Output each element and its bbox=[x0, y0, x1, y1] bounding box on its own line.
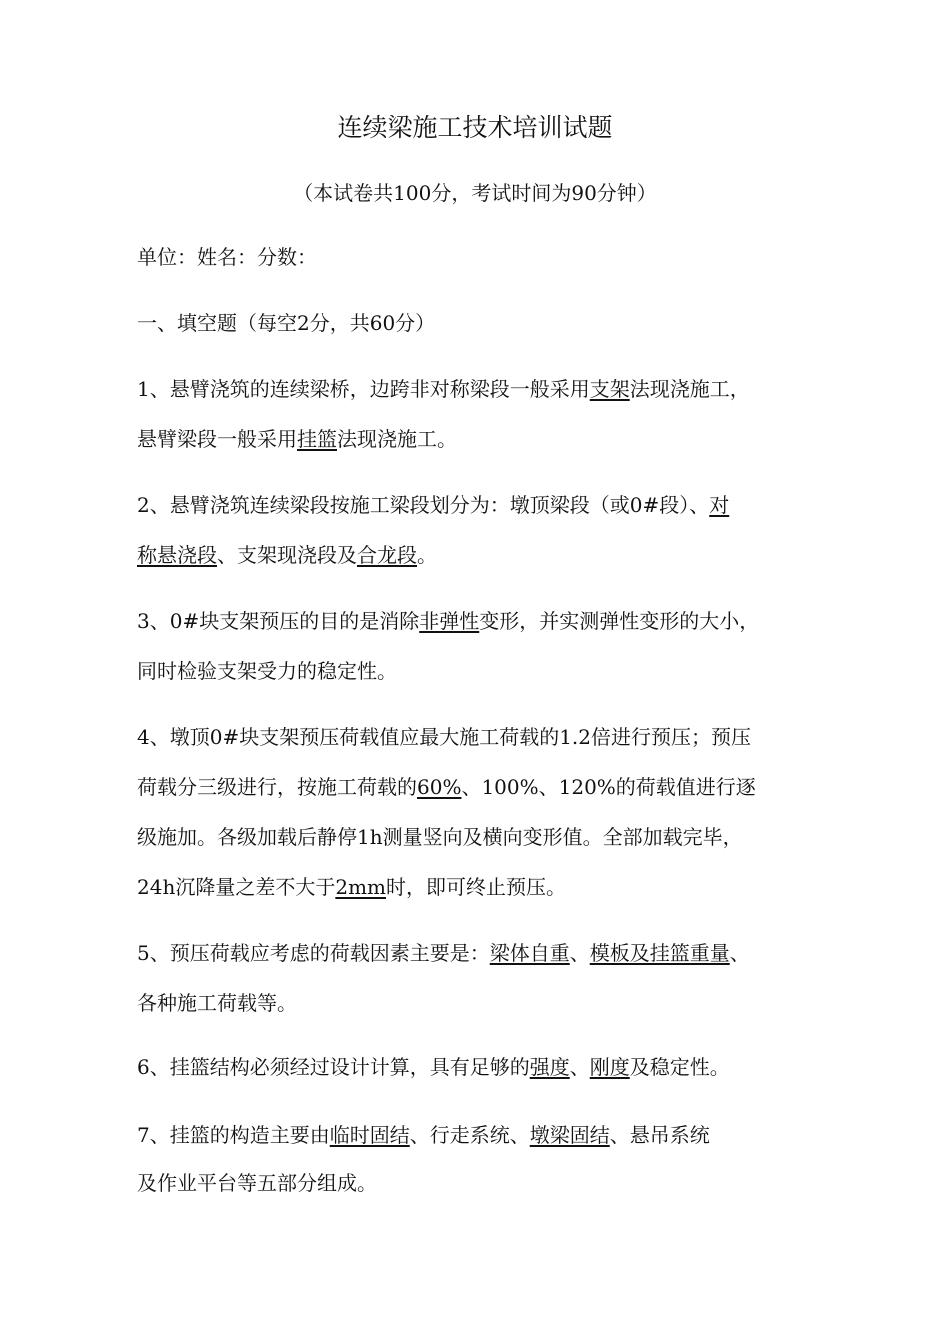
answer-blank: 强度 bbox=[529, 1055, 570, 1079]
question-3-line-1 bbox=[137, 606, 837, 636]
question-text: 、100%、120%的荷载值进行逐 bbox=[461, 775, 756, 799]
question-text: 法现浇施工。 bbox=[337, 427, 457, 451]
question-text: 2、悬臂浇筑连续梁段按施工梁段划分为：墩顶梁段（或0#段）、 bbox=[137, 493, 710, 517]
question-text: 7、挂篮的构造主要由 bbox=[137, 1123, 330, 1147]
exam-info-subtitle: （本试卷共100分，考试时间为90分钟） bbox=[293, 181, 657, 205]
answer-blank: 60% bbox=[417, 775, 462, 799]
question-5-line-1 bbox=[137, 938, 837, 968]
question-text: 。 bbox=[417, 543, 437, 567]
answer-blank: 梁体自重 bbox=[489, 941, 570, 965]
answer-blank: 刚度 bbox=[589, 1055, 630, 1079]
question-1-line-2 bbox=[137, 424, 837, 454]
question-text: 3、0#块支架预压的目的是消除 bbox=[137, 609, 420, 633]
question-1-line-1 bbox=[137, 374, 837, 404]
question-4-line-1: 4、墩顶0#块支架预压荷载值应最大施工荷载的1.2倍进行预压；预压 bbox=[137, 725, 752, 749]
answer-blank: 临时固结 bbox=[329, 1123, 410, 1147]
answer-blank: 挂篮 bbox=[297, 427, 337, 451]
question-text: 时，即可终止预压。 bbox=[386, 875, 566, 899]
question-text: 24h沉降量之差不大于 bbox=[137, 875, 336, 899]
question-text: 5、预压荷载应考虑的荷载因素主要是： bbox=[137, 941, 490, 965]
question-text: 、支架现浇段及 bbox=[217, 543, 357, 567]
question-text: 荷载分三级进行，按施工荷载的 bbox=[137, 775, 417, 799]
answer-blank: 非弹性 bbox=[419, 609, 480, 633]
question-text: 悬臂梁段一般采用 bbox=[137, 427, 297, 451]
page-title: 连续梁施工技术培训试题 bbox=[337, 113, 613, 142]
question-text: 、 bbox=[569, 1055, 590, 1079]
question-4-line-3: 级施加。各级加载后静停1h测量竖向及横向变形值。全部加载完毕， bbox=[137, 825, 743, 849]
answer-blank: 合龙段 bbox=[357, 543, 417, 567]
candidate-info-line: 单位：姓名：分数： bbox=[137, 245, 317, 269]
question-text: 6、挂篮结构必须经过设计计算，具有足够的 bbox=[137, 1055, 530, 1079]
question-3-line-2: 同时检验支架受力的稳定性。 bbox=[137, 659, 397, 683]
question-text: 变形，并实测弹性变形的大小， bbox=[479, 609, 760, 633]
question-text: 法现浇施工， bbox=[629, 377, 750, 401]
question-2-line-2 bbox=[137, 540, 837, 570]
question-text: 、行走系统、 bbox=[409, 1123, 530, 1147]
question-text: 、 bbox=[569, 941, 590, 965]
question-2-line-1 bbox=[137, 490, 837, 520]
question-5-line-2: 各种施工荷载等。 bbox=[137, 991, 297, 1015]
question-text: 1、悬臂浇筑的连续梁桥，边跨非对称梁段一般采用 bbox=[137, 377, 590, 401]
question-text: 、 bbox=[729, 941, 750, 965]
question-7-line-2: 及作业平台等五部分组成。 bbox=[137, 1171, 377, 1195]
question-4-line-4 bbox=[137, 872, 837, 902]
answer-blank: 墩梁固结 bbox=[529, 1123, 610, 1147]
answer-blank: 支架 bbox=[589, 377, 630, 401]
question-6-line-1 bbox=[137, 1052, 837, 1082]
question-text: 、悬吊系统 bbox=[609, 1123, 710, 1147]
question-4-line-2 bbox=[137, 772, 837, 802]
question-text: 及稳定性。 bbox=[629, 1055, 730, 1079]
answer-blank: 称悬浇段 bbox=[137, 543, 217, 567]
answer-blank: 对 bbox=[709, 493, 730, 517]
answer-blank: 模板及挂篮重量 bbox=[589, 941, 730, 965]
question-7-line-1 bbox=[137, 1120, 837, 1150]
answer-blank: 2mm bbox=[335, 875, 386, 899]
section-heading: 一、填空题（每空2分，共60分） bbox=[137, 311, 436, 335]
